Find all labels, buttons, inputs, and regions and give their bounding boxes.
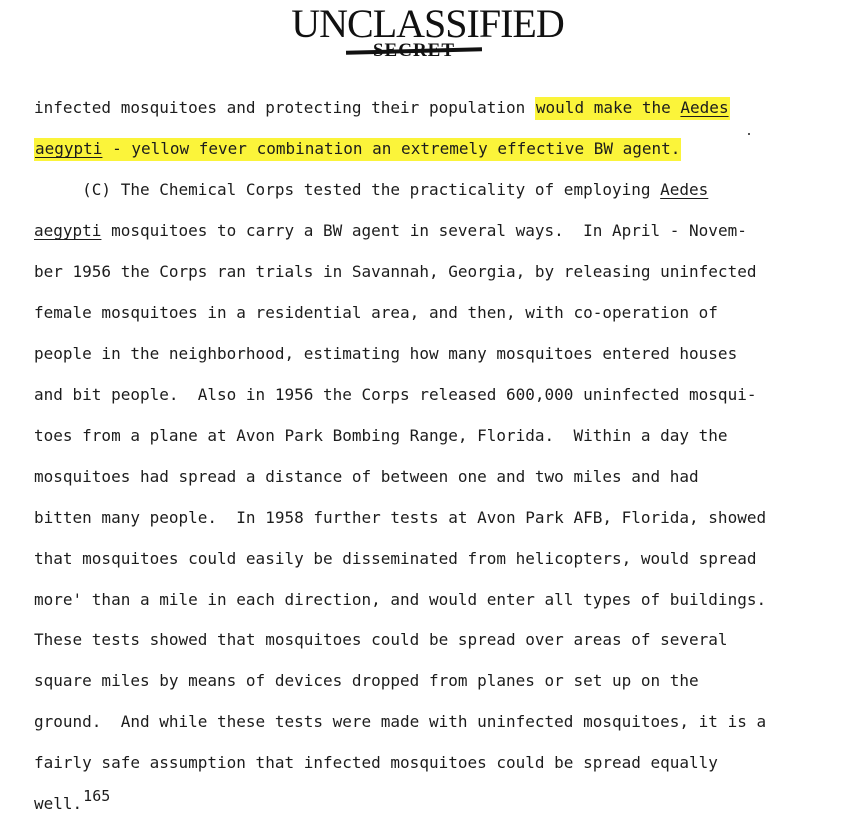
line-text: well.: [34, 794, 83, 813]
classification-marking: UNCLASSIFIED: [291, 1, 564, 46]
text-line: people in the neighborhood, estimating how many mosquitoes entered houses: [34, 344, 738, 363]
highlighted-text: [34, 138, 681, 161]
text-line: that mosquitoes could easily be disseminated from helicopters, would spread: [34, 549, 757, 568]
text-line: and bit people. Also in 1956 the Corps released 600,000 uninfected mosqui-: [34, 385, 757, 404]
highlighted-phrase: - yellow fever combination an extremely effective BW agent.: [102, 139, 681, 158]
species-name-underlined: aegypti: [35, 139, 103, 158]
footnote-reference: 165: [83, 787, 111, 805]
text-line: female mosquitoes in a residential area, and then, with co-operation of: [34, 303, 718, 322]
highlighted-phrase: would make the: [535, 98, 681, 117]
text-line: [34, 787, 111, 816]
text-line: These tests showed that mosquitoes could be spread over areas of several: [34, 630, 728, 649]
text-line: [34, 98, 730, 120]
line-text: mosquitoes to carry a BW agent in several ways. In April - Novem-: [101, 221, 747, 240]
text-line: more' than a mile in each direction, and would enter all types of buildings.: [34, 590, 767, 609]
text-line: [34, 221, 747, 243]
text-line: toes from a plane at Avon Park Bombing Range, Florida. Within a day the: [34, 426, 728, 445]
text-line: ber 1956 the Corps ran trials in Savannah, Georgia, by releasing uninfected: [34, 262, 757, 281]
text-line: mosquitoes had spread a distance of between one and two miles and had: [34, 467, 699, 486]
text-line: bitten many people. In 1958 further tests at Avon Park AFB, Florida, showed: [34, 508, 767, 527]
species-name-underlined: Aedes: [680, 98, 729, 117]
text-line: [34, 180, 708, 202]
line-text: infected mosquitoes and protecting their population: [34, 98, 535, 117]
highlighted-text: [535, 97, 730, 120]
text-line: square miles by means of devices dropped from planes or set up on the: [34, 671, 699, 690]
text-line: ground. And while these tests were made with uninfected mosquitoes, it is a: [34, 712, 767, 731]
line-text: (C) The Chemical Corps tested the practicality of employing: [34, 180, 661, 199]
species-name-underlined: Aedes: [660, 180, 709, 199]
species-name-underlined: aegypti: [34, 221, 102, 240]
text-line: fairly safe assumption that infected mosquitoes could be spread equally: [34, 753, 718, 772]
text-line: [34, 139, 681, 161]
